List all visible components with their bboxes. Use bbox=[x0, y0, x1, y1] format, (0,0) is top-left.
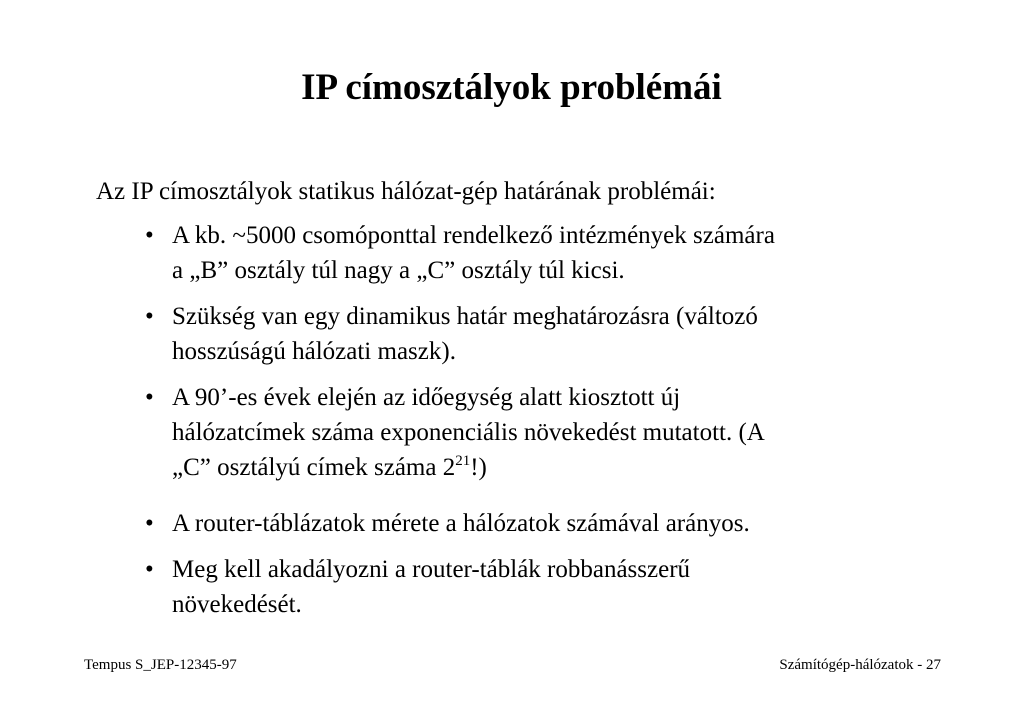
bullet-text-segment: !) bbox=[470, 454, 487, 481]
bullet-text-line: hosszúságú hálózati maszk). bbox=[172, 338, 456, 365]
bullet-text-line: Szükség van egy dinamikus határ meghatározásra (változó bbox=[172, 303, 758, 330]
bullet-text-line: növekedését. bbox=[172, 591, 302, 618]
bullet-text-line bbox=[172, 450, 487, 485]
bullet-text-line: a „B” osztály túl nagy a „C” osztály túl kicsi. bbox=[172, 257, 625, 284]
bullet-text-line: A kb. ~5000 csomóponttal rendelkező intézmények számára bbox=[172, 222, 775, 249]
footer-left-text: Tempus S_JEP-12345-97 bbox=[84, 657, 237, 673]
bullet-text-line: hálózatcímek száma exponenciális növekedést mutatott. (A bbox=[172, 419, 765, 446]
exponent: 21 bbox=[455, 453, 471, 469]
bullet-icon: • bbox=[145, 556, 154, 583]
bullet-text-segment: „C” osztályú címek száma 2 bbox=[172, 454, 456, 481]
bullet-text-line: A 90’-es évek elején az időegység alatt kiosztott új bbox=[172, 384, 681, 411]
intro-text: Az IP címosztályok statikus hálózat-gép határának problémái: bbox=[96, 178, 716, 205]
bullet-icon: • bbox=[145, 303, 154, 330]
bullet-icon: • bbox=[145, 510, 154, 537]
bullet-icon: • bbox=[145, 384, 154, 411]
bullet-icon: • bbox=[145, 222, 154, 249]
slide-title: IP címosztályok problémái bbox=[301, 67, 722, 108]
footer-page-number: Számítógép-hálózatok - 27 bbox=[779, 657, 941, 673]
bullet-text-line: A router-táblázatok mérete a hálózatok számával arányos. bbox=[172, 510, 750, 537]
bullet-text-line: Meg kell akadályozni a router-táblák robbanásszerű bbox=[172, 556, 691, 583]
